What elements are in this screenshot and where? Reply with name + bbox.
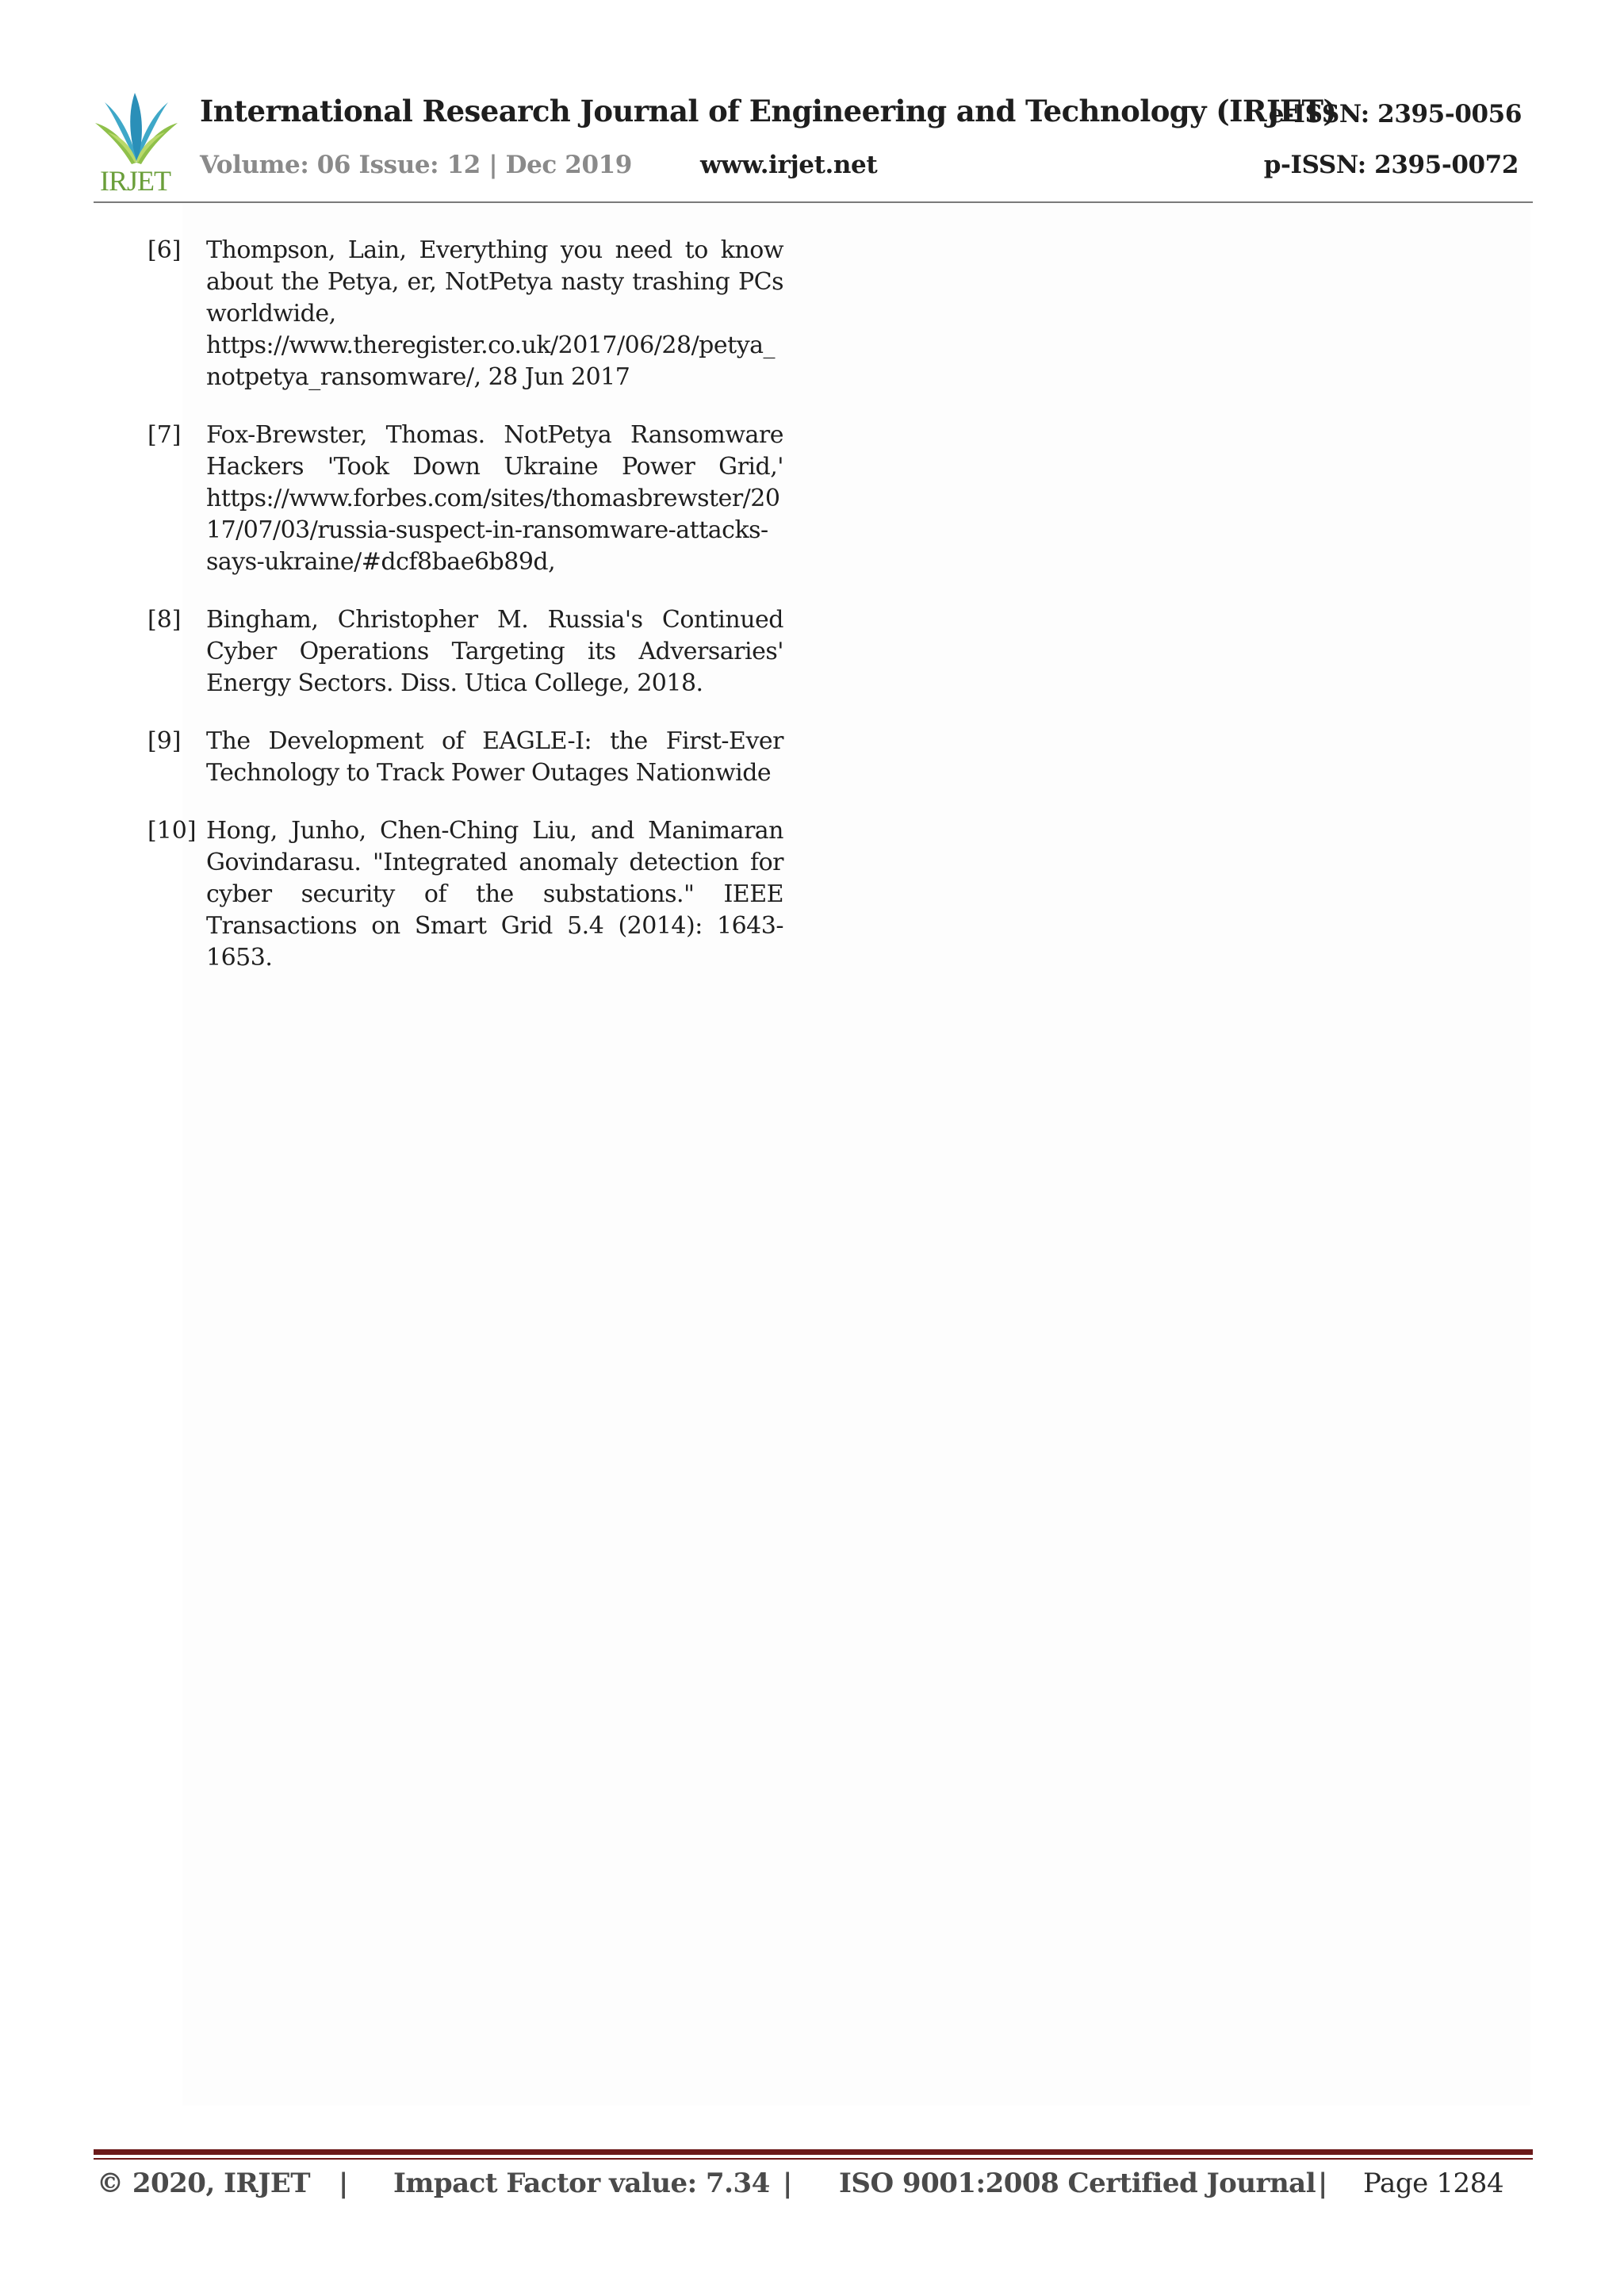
reference-number: [6] xyxy=(147,236,182,264)
reference-item xyxy=(147,726,783,789)
reference-text: Fox-Brewster, Thomas. NotPetya Ransomware Hackers 'Took Down Ukraine Power Grid,' https://www.forbes.com/sites/thomasbrewster/2017/07/03/russia-suspect-in-ransomware-attacks-says-ukraine/#dcf8bae6b89d, xyxy=(206,421,783,576)
p-issn: p-ISSN: 2395-0072 xyxy=(1263,151,1519,179)
footer-separator: | xyxy=(783,2168,792,2199)
e-issn: e-ISSN: 2395-0056 xyxy=(1268,100,1522,128)
footer-iso: ISO 9001:2008 Certified Journal xyxy=(839,2168,1316,2199)
reference-text: Hong, Junho, Chen-Ching Liu, and Manimaran Govindarasu. "Integrated anomaly detection for cyber security of the substations." IEEE Transactions on Smart Grid 5.4 (2014): 1643-1653. xyxy=(206,817,783,972)
footer-separator: | xyxy=(1318,2168,1327,2199)
footer-impact-factor: Impact Factor value: 7.34 xyxy=(393,2168,770,2199)
footer-divider xyxy=(94,2149,1533,2155)
reference-item xyxy=(147,815,783,974)
reference-number: [8] xyxy=(147,606,182,634)
journal-title: International Research Journal of Engineering and Technology (IRJET) xyxy=(200,94,1337,128)
reference-number: [7] xyxy=(147,421,182,449)
reference-item xyxy=(147,235,783,393)
footer-separator: | xyxy=(339,2168,348,2199)
journal-website: www.irjet.net xyxy=(700,151,878,179)
logo-text: IRJET xyxy=(100,165,170,197)
page-footer xyxy=(97,2168,1536,2207)
reference-list xyxy=(147,235,783,1000)
page-header xyxy=(94,87,1533,202)
reference-text: Thompson, Lain, Everything you need to know about the Petya, er, NotPetya nasty trashing PCs worldwide, https://www.theregister.co.uk/2017/06/28/petya_notpetya_ransomware/, 28 Jun 2017 xyxy=(206,236,783,391)
volume-issue: Volume: 06 Issue: 12 | Dec 2019 xyxy=(200,151,632,179)
reference-text: The Development of EAGLE-I: the First-Ever Technology to Track Power Outages Nationwide xyxy=(206,727,783,787)
reference-item xyxy=(147,420,783,578)
footer-copyright: © 2020, IRJET xyxy=(97,2168,311,2199)
irjet-logo xyxy=(94,91,179,197)
reference-text: Bingham, Christopher M. Russia's Continued Cyber Operations Targeting its Adversaries' Energy Sectors. Diss. Utica College, 2018. xyxy=(206,606,783,697)
header-divider xyxy=(94,201,1533,203)
footer-page-number: Page 1284 xyxy=(1363,2168,1504,2199)
footer-divider-thin xyxy=(94,2158,1533,2160)
reference-number: [9] xyxy=(147,727,182,755)
leaf-logo-icon xyxy=(94,91,179,171)
reference-number: [10] xyxy=(147,817,197,845)
reference-item xyxy=(147,604,783,700)
